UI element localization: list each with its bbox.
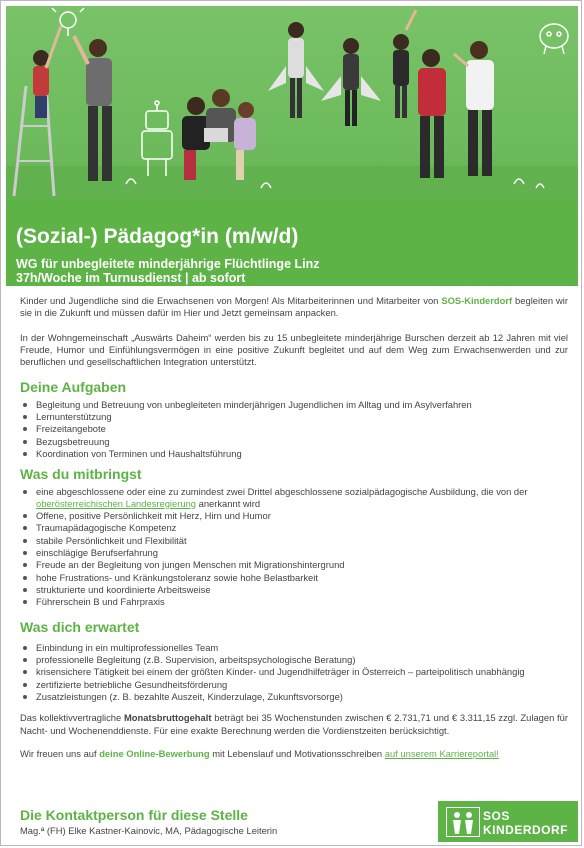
monster-doodle <box>540 24 568 54</box>
landesregierung-link[interactable]: oberösterreichischen Landesregierung <box>36 497 196 509</box>
section-heading-mitbringst: Was du mitbringst <box>20 466 142 483</box>
list-item: hohe Frustrations- und Kränkungstoleranz sowie hohe Belastbarkeit <box>20 572 568 584</box>
intro-paragraph-1 <box>20 295 568 320</box>
hero-illustration <box>6 6 578 201</box>
contact-heading: Die Kontaktperson für diese Stelle <box>20 807 248 823</box>
salary-text: Das kollektivvertragliche <box>20 712 124 724</box>
list-item: Freude an der Begleitung von jungen Menschen mit Migrationshintergrund <box>20 559 568 571</box>
logo-line-2: KINDERDORF <box>483 823 568 837</box>
list-item: Traumapädagogische Kompetenz <box>20 522 568 534</box>
logo-line-1: SOS <box>483 809 510 823</box>
career-portal-link[interactable]: auf unserem Karriereportal! <box>384 747 499 759</box>
main-content <box>20 295 568 760</box>
list-item: Offene, positive Persönlichkeit mit Herz, Hirn und Humor <box>20 510 568 522</box>
salary-paragraph <box>20 712 568 737</box>
salary-bold: Monatsbruttogehalt <box>123 712 212 724</box>
erwartet-list <box>20 642 568 703</box>
salary-text-2: beträgt bei 35 Wochenstunden zwischen € 2.731,71 und € 3.311,15 zzgl. Zulagen für Nacht- und Wochenenddienste. Für eine exakte Berechnung werden die Vordienstzeiten berücksichtigt. <box>20 712 568 736</box>
list-item <box>20 486 568 511</box>
list-item: Bezugsbetreuung <box>20 436 568 448</box>
page-title: (Sozial-) Pädagog*in (m/w/d) <box>16 225 299 248</box>
intro-brand-name: SOS-Kinderdorf <box>441 295 513 306</box>
section-heading-erwartet: Was dich erwartet <box>20 618 140 635</box>
sos-logo-icon <box>446 807 480 837</box>
list-item: Begleitung und Betreuung von unbegleiteten minderjährigen Jugendlichen im Alltag und im Asylverfahren <box>20 399 568 411</box>
application-paragraph <box>20 748 568 760</box>
application-text: Wir freuen uns auf <box>20 747 100 759</box>
person-man-left <box>74 36 112 181</box>
hero-image <box>6 6 578 201</box>
list-item: Zusatzleistungen (z. B. bezahlte Auszeit, Kinderzulage, Zukunftsvorsorge) <box>20 691 568 703</box>
list-item: einschlägige Berufserfahrung <box>20 547 568 559</box>
list-item: strukturierte und koordinierte Arbeitsweise <box>20 584 568 596</box>
list-item: stabile Persönlichkeit und Flexibilität <box>20 535 568 547</box>
page-subtitle-line1: WG für unbegleitete minderjährige Flüchtlinge Linz <box>16 257 320 271</box>
intro-text-2: begleiten wir sie in die Zukunft und müssen dafür im Hier und Jetzt gemeinsam anpacken. <box>20 295 568 319</box>
robot-doodle <box>142 101 172 176</box>
section-heading-aufgaben: Deine Aufgaben <box>20 379 127 396</box>
page-subtitle-line2: 37h/Woche im Turnusdienst | ab sofort <box>16 271 246 285</box>
title-band <box>6 201 578 286</box>
application-text-2: mit Lebenslauf und Motivationsschreiben <box>209 747 385 759</box>
sos-kinderdorf-logo <box>438 801 578 842</box>
application-bold: deine Online-Bewerbung <box>99 747 210 759</box>
list-item: zertifizierte betriebliche Gesundheitsförderung <box>20 679 568 691</box>
lightbulb-doodle <box>52 8 84 36</box>
contact-name: Mag.ª (FH) Elke Kastner-Kainovic, MA, Pädagogische Leiterin <box>20 825 278 836</box>
person-men-right <box>418 41 494 178</box>
list-item-text: eine abgeschlossene oder eine zu zumindest zwei Drittel abgeschlossene sozialpädagogische Ausbildung, die von der <box>36 485 528 497</box>
aufgaben-list <box>20 399 568 460</box>
list-item: Führerschein B und Fahrpraxis <box>20 596 568 608</box>
person-flying-kids <box>268 10 416 126</box>
intro-text: Kinder und Jugendliche sind die Erwachsenen von Morgen! Als Mitarbeiterinnen und Mitarbeiter von <box>20 295 442 306</box>
list-item-text-end: anerkannt wird <box>196 497 261 509</box>
list-item: Koordination von Terminen und Haushaltsführung <box>20 448 568 460</box>
list-item: krisensichere Tätigkeit bei einem der größten Kinder- und Jugendhilfeträger in Österreich – parteipolitisch unabhängig <box>20 666 568 678</box>
list-item: Freizeitangebote <box>20 423 568 435</box>
list-item: Einbindung in ein multiprofessionelles Team <box>20 642 568 654</box>
mitbringst-list <box>20 486 568 609</box>
list-item: professionelle Begleitung (z.B. Supervision, arbeitspsychologische Beratung) <box>20 654 568 666</box>
list-item: Lernunterstützung <box>20 411 568 423</box>
intro-paragraph-2: In der Wohngemeinschaft „Auswärts Daheim“ werden bis zu 15 unbegleitete minderjährige Burschen derzeit ab 12 Jahren mit viel Freude, Humor und Einfühlungsvermögen in eine positive Zukunft begleitet und auf dem Weg zum Erwachsenwerden und zur beruflichen und gesellschaftlichen Integration unterstützt. <box>20 331 568 368</box>
